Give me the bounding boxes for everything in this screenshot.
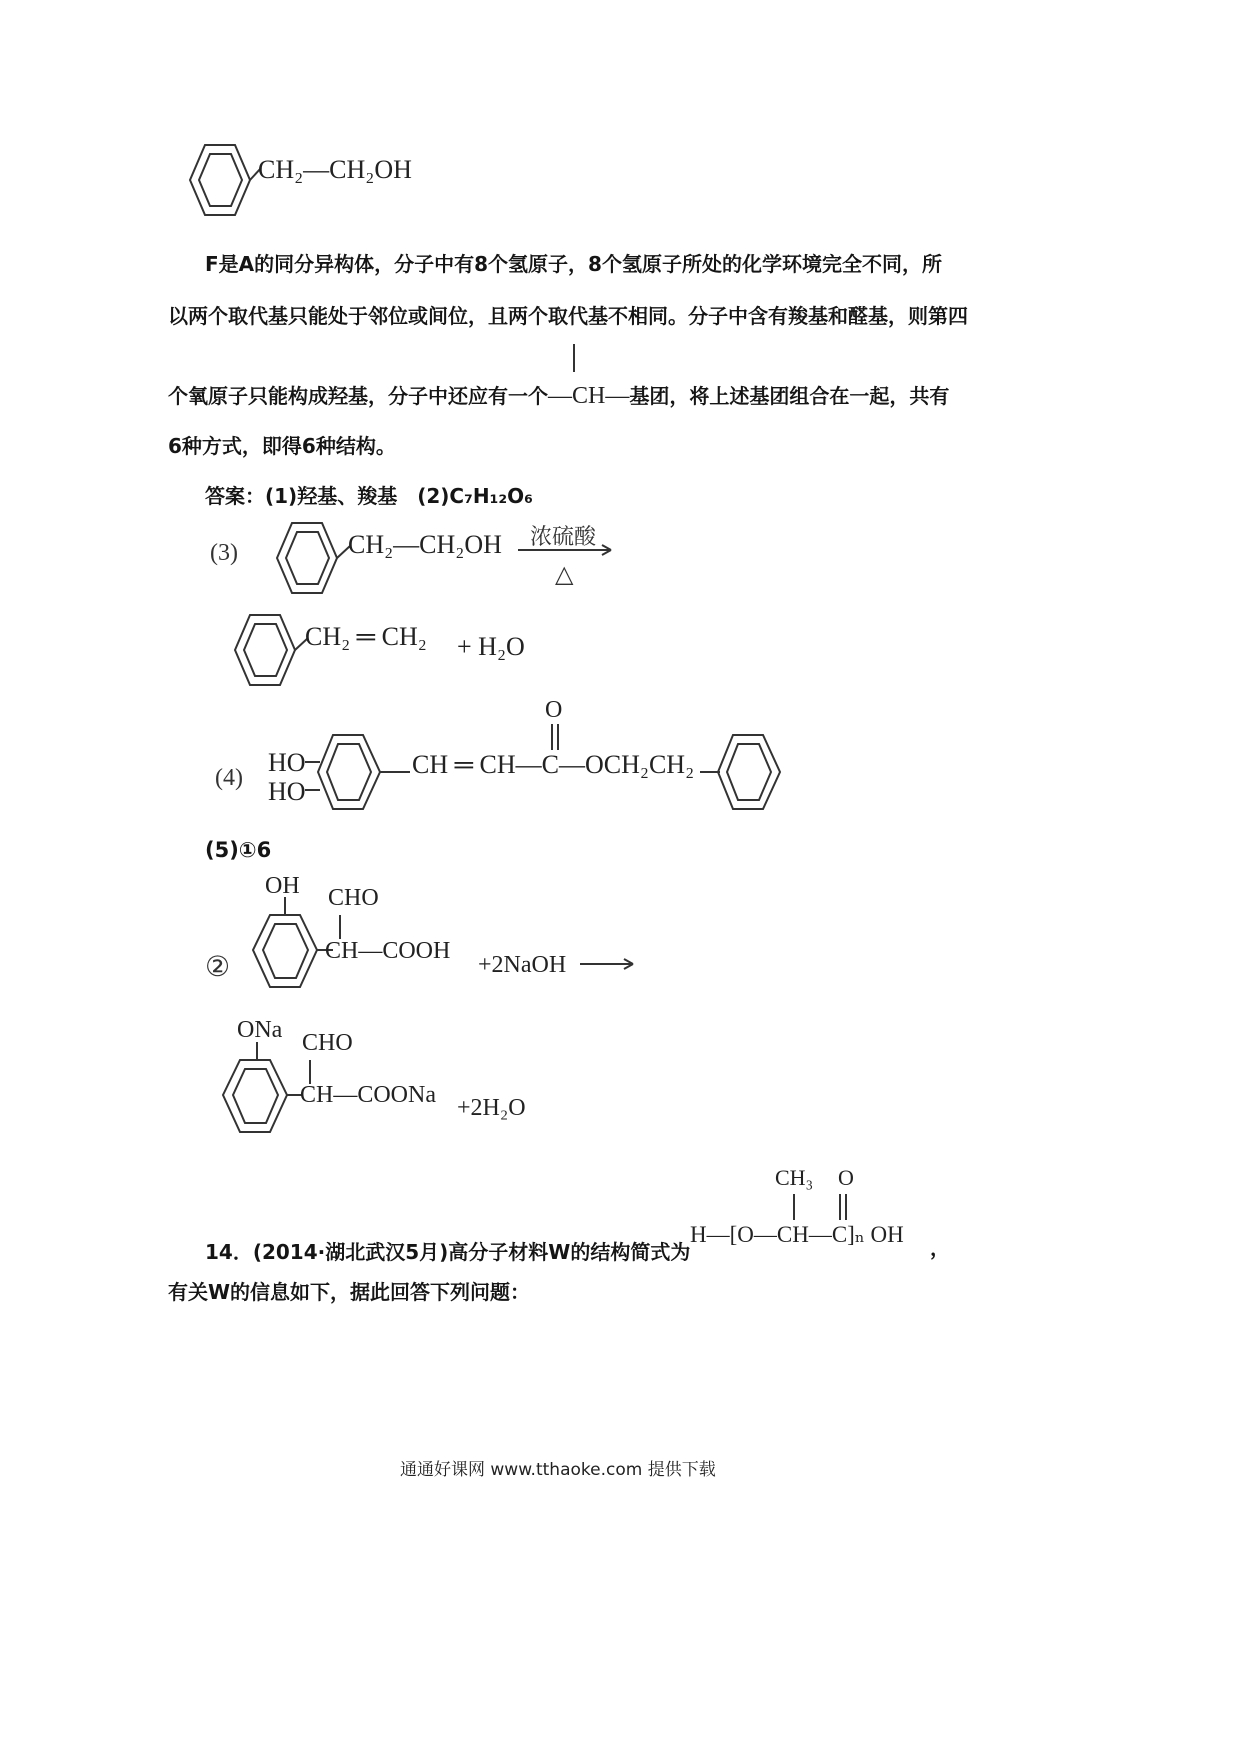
answer-5-label: (5)①6 — [205, 838, 272, 862]
q14-line-1: 14．(2014·湖北武汉5月)高分子材料W的结构简式为 — [205, 1240, 691, 1264]
answer-3-condition-bottom: △ — [555, 562, 574, 588]
answer-5-naoh: +2NaOH — [478, 952, 567, 978]
answer-5-chain-1: CH—COOH — [325, 938, 451, 964]
answer-4-label: (4) — [215, 765, 243, 791]
paragraph-line-3-start: 个氧原子只能构成羟基，分子中还应有一个 — [168, 384, 548, 408]
paragraph-line-3-end: 基团，将上述基团组合在一起，共有 — [629, 384, 950, 408]
q14-carbonyl-o: O — [838, 1165, 854, 1190]
answer-4-ho-2: HO — [268, 777, 306, 806]
paragraph-line-1: F是A的同分异构体，分子中有8个氢原子，8个氢原子所处的化学环境完全不同，所 — [205, 252, 942, 276]
answer-5-oh: OH — [265, 873, 300, 899]
answer-3-reactant-chain: CH₂—CH₂OH — [348, 530, 502, 559]
answers-header: 答案：(1)羟基、羧基 (2)C₇H₁₂O₆ — [205, 484, 533, 508]
answer-5-water: +2H₂O — [457, 1095, 526, 1121]
paragraph-line-4: 6种方式，即得6种结构。 — [168, 434, 396, 458]
benzene-ring-a3-product — [220, 610, 310, 700]
q14-line-2: 有关W的信息如下，据此回答下列问题： — [168, 1280, 531, 1304]
answer-3-water: + H₂O — [457, 632, 525, 661]
q14-ch3: CH₃ — [775, 1165, 814, 1190]
answer-3-condition-top: 浓硫酸 — [530, 525, 597, 550]
reaction-arrow-a5 — [580, 956, 640, 972]
q14-comma: ， — [930, 1236, 950, 1260]
answer-4-ho-1: HO — [268, 748, 306, 777]
q14-bonds — [780, 1192, 860, 1222]
answer-5-cho-2: CHO — [302, 1030, 353, 1056]
benzene-ring-a3 — [262, 518, 352, 608]
benzene-ring-a4-end — [700, 732, 800, 822]
answer-4-chain: CH ═ CH—C—OCH₂CH₂ — [412, 750, 695, 779]
answer-3-label: (3) — [210, 540, 238, 566]
benzene-ring-top — [175, 140, 265, 230]
answer-3-product-chain: CH₂ ═ CH₂ — [305, 622, 427, 651]
catechol-ring-a4 — [300, 732, 420, 822]
paragraph-line-3 — [168, 380, 949, 410]
answer-5-chain-2: CH—COONa — [300, 1082, 436, 1108]
ch-group: —CH— — [548, 383, 630, 409]
top-structure-chain: CH₂—CH₂OH — [258, 155, 412, 184]
ch-group-bond — [573, 344, 575, 372]
answer-5-cho-1: CHO — [328, 885, 379, 911]
answer-4-carbonyl-o: O — [545, 697, 563, 723]
q14-formula: H—[O—CH—C]ₙ OH — [690, 1222, 904, 1247]
answer-5-circle-2: ② — [205, 952, 231, 983]
reaction-arrow-a3 — [518, 540, 618, 560]
answer-5-ona: ONa — [237, 1017, 283, 1043]
footer-text: 通通好课网 www.tthaoke.com 提供下载 — [400, 1460, 716, 1480]
carbonyl-double-bond — [548, 722, 564, 752]
paragraph-line-2: 以两个取代基只能处于邻位或间位，且两个取代基不相同。分子中含有羧基和醛基，则第四 — [168, 304, 968, 328]
